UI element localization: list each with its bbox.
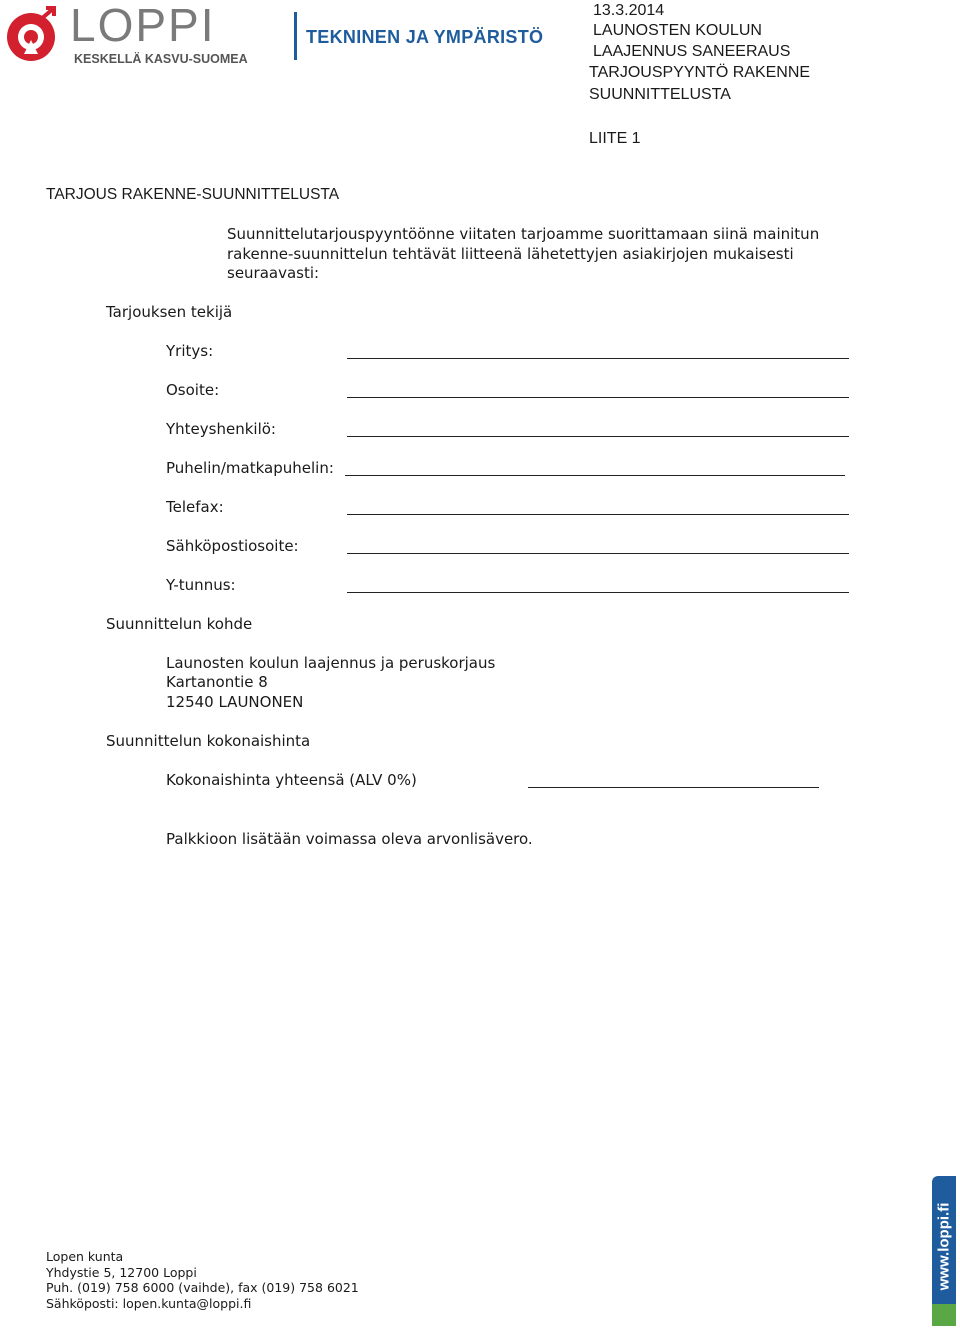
document-title: TARJOUS RAKENNE-SUUNNITTELUSTA xyxy=(46,186,340,203)
footer-line: Lopen kunta xyxy=(46,1249,124,1264)
field-line-phone[interactable] xyxy=(345,475,845,476)
intro-line: rakenne-suunnittelun tehtävät liitteenä lähetettyjen asiakirjojen mukaisesti xyxy=(227,245,794,263)
footer-line: Sähköposti: lopen.kunta@loppi.fi xyxy=(46,1296,252,1311)
price-heading: Suunnittelun kokonaishinta xyxy=(106,732,311,750)
logo-tagline: KESKELLÄ KASVU-SUOMEA xyxy=(74,52,248,66)
footer-line: Puh. (019) 758 6000 (vaihde), fax (019) 758 6021 xyxy=(46,1280,359,1295)
field-line-email[interactable] xyxy=(347,553,849,554)
field-line-company[interactable] xyxy=(347,358,849,359)
target-line: Kartanontie 8 xyxy=(166,673,268,691)
target-heading: Suunnittelun kohde xyxy=(106,615,253,633)
web-badge xyxy=(932,1176,956,1326)
logo-name: LOPPI xyxy=(70,0,216,51)
department-name: TEKNINEN JA YMPÄRISTÖ xyxy=(306,27,544,47)
header-date: 13.3.2014 xyxy=(593,2,665,19)
field-label-contact: Yhteyshenkilö: xyxy=(166,420,276,438)
loppi-emblem-icon xyxy=(4,4,62,64)
field-label-business-id: Y-tunnus: xyxy=(166,576,236,594)
intro-line: Suunnittelutarjouspyyntöönne viitaten tarjoamme suorittamaan siinä mainitun xyxy=(227,225,820,243)
field-label-email: Sähköpostiosoite: xyxy=(166,537,299,555)
web-badge-text: www.loppi.fi xyxy=(935,1202,953,1291)
logo xyxy=(4,0,254,68)
header-line: TARJOUSPYYNTÖ RAKENNE xyxy=(589,64,811,81)
vat-note: Palkkioon lisätään voimassa oleva arvonlisävero. xyxy=(166,830,533,848)
price-label: Kokonaishinta yhteensä (ALV 0%) xyxy=(166,771,417,789)
footer-line: Yhdystie 5, 12700 Loppi xyxy=(46,1265,197,1280)
field-label-address: Osoite: xyxy=(166,381,220,399)
intro-line: seuraavasti: xyxy=(227,264,320,282)
field-line-address[interactable] xyxy=(347,397,849,398)
header-line: LAUNOSTEN KOULUN xyxy=(593,22,762,39)
field-label-company: Yritys: xyxy=(166,342,214,360)
field-line-fax[interactable] xyxy=(347,514,849,515)
field-label-fax: Telefax: xyxy=(166,498,224,516)
header-line: SUUNNITTELUSTA xyxy=(589,86,731,103)
field-label-phone: Puhelin/matkapuhelin: xyxy=(166,459,334,477)
target-line: 12540 LAUNONEN xyxy=(166,693,304,711)
target-line: Launosten koulun laajennus ja peruskorjaus xyxy=(166,654,496,672)
attachment-label: LIITE 1 xyxy=(589,130,641,147)
field-line-business-id[interactable] xyxy=(347,592,849,593)
header-line: LAAJENNUS SANEERAUS xyxy=(593,43,791,60)
offeror-heading: Tarjouksen tekijä xyxy=(106,303,233,321)
price-line[interactable] xyxy=(528,787,819,788)
logo-divider xyxy=(294,12,297,60)
field-line-contact[interactable] xyxy=(347,436,849,437)
